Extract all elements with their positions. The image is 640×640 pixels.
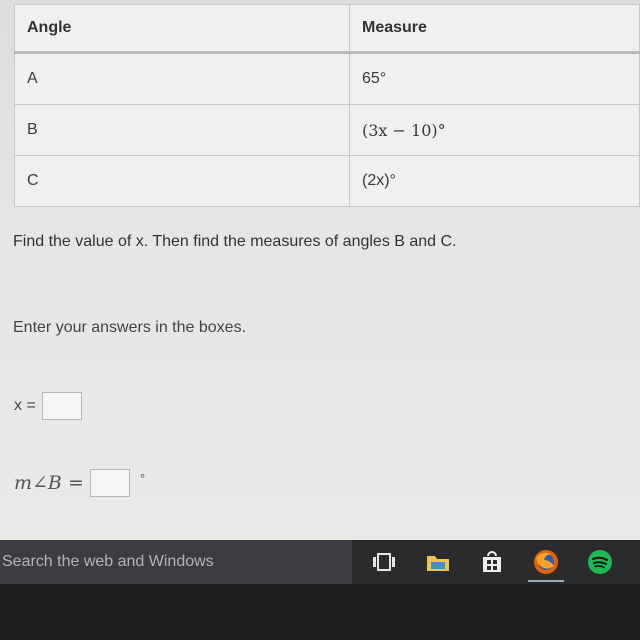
angle-cell: B [15,105,350,156]
table-row [15,53,640,105]
search-placeholder: Search the web and Windows [2,553,214,570]
question-text: Find the value of x. Then find the measures of angles B and C. [13,233,457,250]
header-angle: Angle [15,5,350,53]
measure-cell: 65° [350,53,640,105]
angle-cell: C [15,156,350,207]
header-measure: Measure [350,5,640,53]
file-explorer-icon[interactable] [416,540,460,584]
taskbar-search-box[interactable] [0,540,352,584]
answer-b-row [14,469,145,497]
x-label: x = [14,397,36,414]
firefox-icon[interactable] [524,540,568,584]
table-row [15,105,640,156]
store-icon[interactable] [470,540,514,584]
measure-cell: (3x − 10)° [350,105,640,156]
x-answer-input[interactable] [42,392,82,420]
answer-x-row [14,392,82,420]
degree-symbol: ° [139,470,146,486]
angle-table [14,4,640,207]
task-view-icon[interactable] [362,540,406,584]
angle-cell: A [15,53,350,105]
monitor-bezel [0,584,640,640]
table-row [15,156,640,207]
active-app-indicator [528,580,564,582]
table-header-row [15,5,640,53]
angle-b-label: m∠B = [14,472,84,494]
measure-cell: (2x)° [350,156,640,207]
spotify-icon[interactable] [578,540,622,584]
instruction-text: Enter your answers in the boxes. [13,319,247,336]
angle-b-answer-input[interactable] [90,469,130,497]
windows-taskbar [0,540,640,584]
